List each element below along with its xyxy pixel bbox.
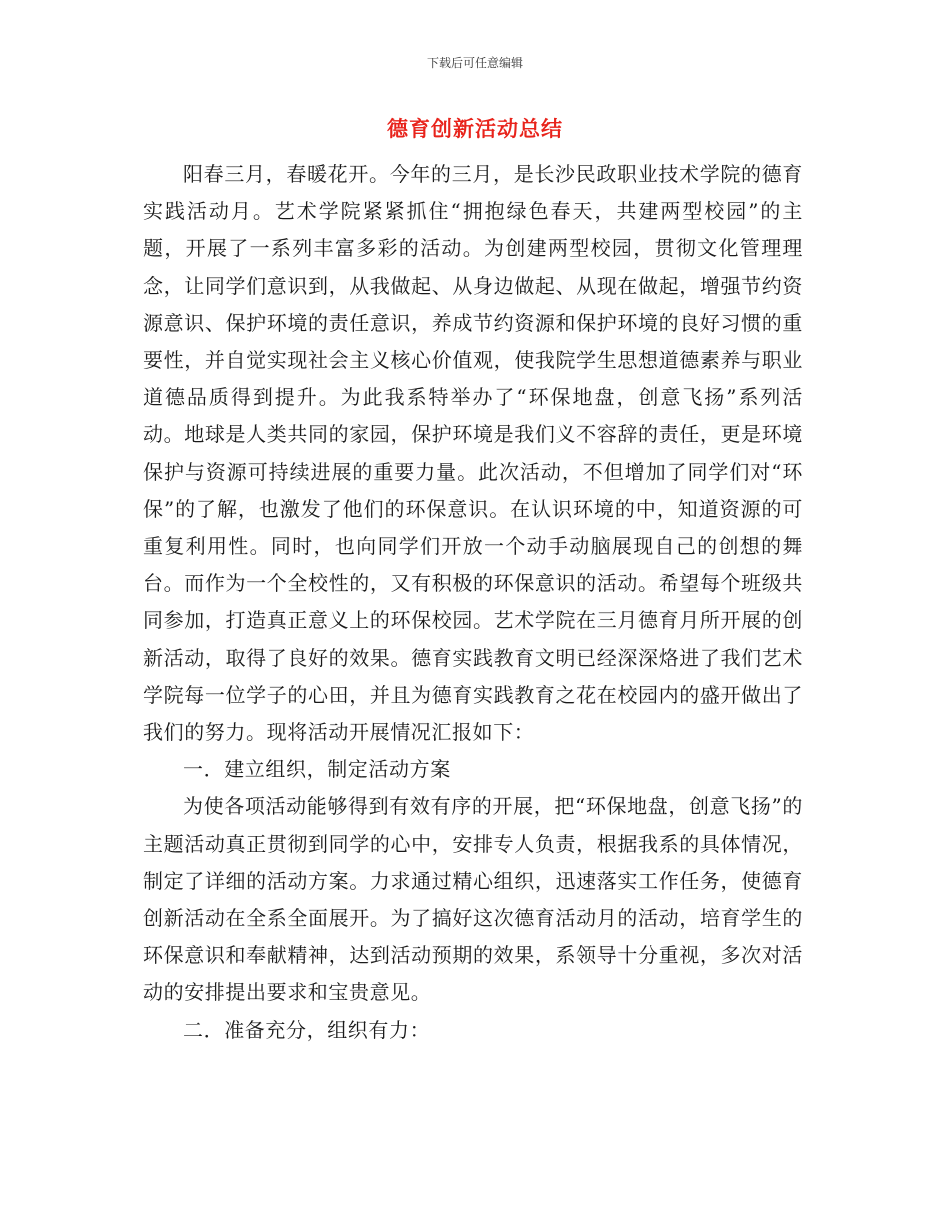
paragraph-intro: 阳春三月，春暖花开。今年的三月，是长沙民政职业技术学院的德育实践活动月。艺术学院紧紧抓住“拥抱绿色春天，共建两型校园”的主题，开展了一系列丰富多彩的活动。为创建两型校园，贯彻文化管理理念，让同学们意识到，从我做起、从身边做起、从现在做起，增强节约资源意识、保护环境的责任意识，养成节约资源和保护环境的良好习惯的重要性，并自觉实现社会主义核心价值观，使我院学生思想道德素养与职业道德品质得到提升。为此我系特举办了“环保地盘，创意飞扬”系列活动。地球是人类共同的家园，保护环境是我们义不容辞的责任，更是环境保护与资源可持续进展的重要力量。此次活动，不但增加了同学们对“环保”的了解，也激发了他们的环保意识。在认识环境的中，知道资源的可重复利用性。同时，也向同学们开放一个动手动脑展现自己的创想的舞台。而作为一个全校性的，又有积极的环保意识的活动。希望每个班级共同参加，打造真正意义上的环保校园。艺术学院在三月德育月所开展的创新活动，取得了良好的效果。德育实践教育文明已经深深烙进了我们艺术学院每一位学子的心田，并且为德育实践教育之花在校园内的盛开做出了我们的努力。现将活动开展情况汇报如下： xyxy=(143,162,803,745)
document-body xyxy=(143,156,803,1049)
section-heading-1: 一．建立组织，制定活动方案 xyxy=(183,757,451,782)
section-heading-2: 二．准备充分，组织有力： xyxy=(183,1017,431,1042)
paragraph-section-1: 为使各项活动能够得到有效有序的开展，把“环保地盘，创意飞扬”的主题活动真正贯彻到同学的心中，安排专人负责，根据我系的具体情况，制定了详细的活动方案。力求通过精心组织，迅速落实工作任务，使德育创新活动在全系全面展开。为了搞好这次德育活动月的活动，培育学生的环保意识和奉献精神，达到活动预期的效果，系领导十分重视，多次对活动的安排提出要求和宝贵意见。 xyxy=(143,794,803,1005)
document-title: 德育创新活动总结 xyxy=(387,117,563,141)
header-note: 下载后可任意编辑 xyxy=(426,56,523,70)
